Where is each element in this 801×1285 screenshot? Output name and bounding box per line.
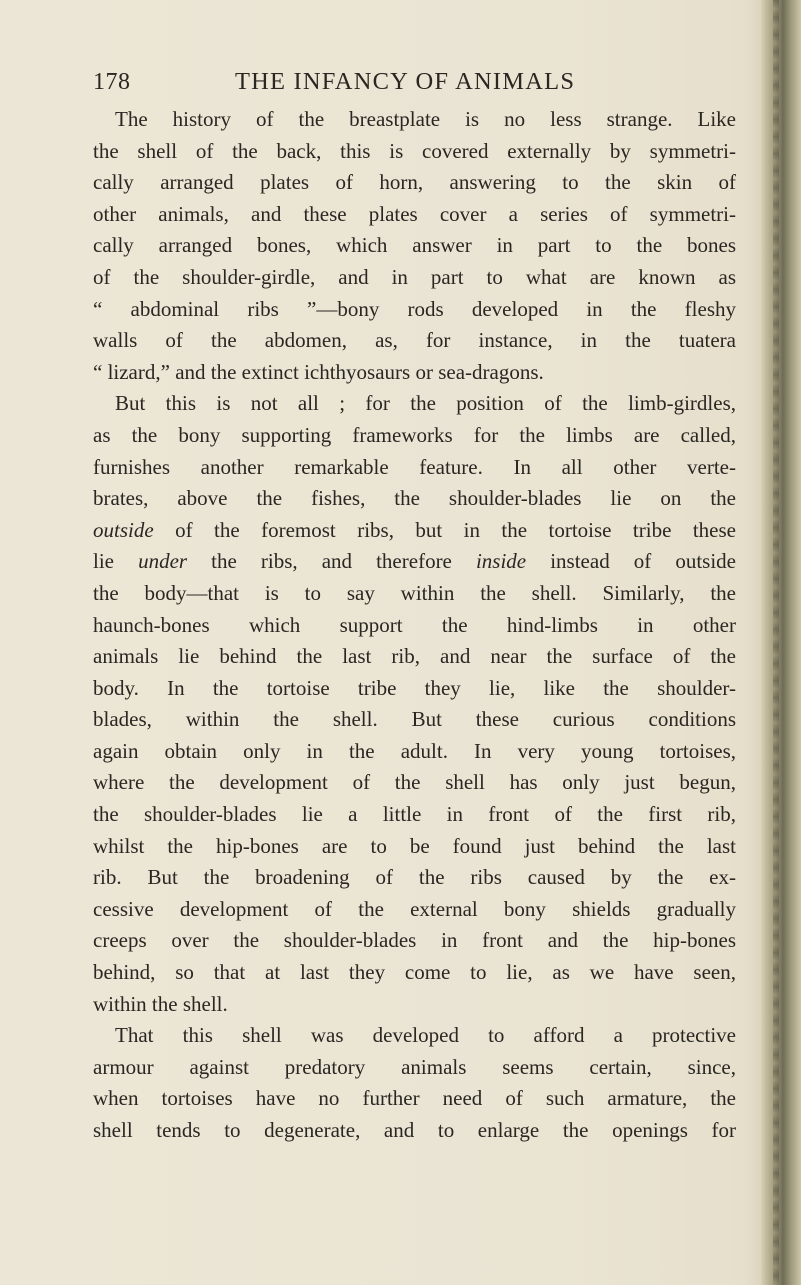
text-line: as the bony supporting frameworks for the limbs are called, [93,422,736,447]
text-line: walls of the abdomen, as, for instance, in the tuatera [93,328,736,353]
text-line: shell tends to degenerate, and to enlarge the openings for [93,1118,736,1142]
text-line: armour against predatory animals seems certain, since, [93,1054,736,1079]
text-line: creeps over the shoulder-blades in front and the hip-bones [93,928,736,953]
text-line: cally arranged bones, which answer in part to the bones [93,233,736,258]
text-line: cessive development of the external bony shields gradually [93,896,736,921]
italic-word: inside [475,549,527,574]
text-line: The history of the breastplate is no less strange. Like [115,107,736,131]
text-run: lie [93,549,139,574]
text-line: furnishes another remarkable feature. In all other verte- [93,454,736,479]
text-line: behind, so that at last they come to lie, as we have seen, [93,960,736,985]
text-line: cally arranged plates of horn, answering to the skin of [93,170,736,195]
text-line: But this is not all ; for the position of the limb-girdles, [115,391,736,416]
text-run: instead of outside [526,549,737,574]
text-line: other animals, and these plates cover a series of symmetri- [93,201,736,226]
text-run: the ribs, and therefore [187,549,476,574]
italic-word: outside [93,517,154,542]
text-line: again obtain only in the adult. In very young tortoises, [93,738,736,763]
text-line: animals lie behind the last rib, and near the surface of the [93,644,736,669]
text-line: blades, within the shell. But these curious conditions [93,707,736,732]
text-line [93,546,736,578]
text-line: whilst the hip-bones are to be found just behind the last [93,833,736,858]
page-edge-shadow [761,0,801,1285]
text-line: body. In the tortoise tribe they lie, like the shoulder- [93,675,736,700]
text-line: where the development of the shell has only just begun, [93,770,736,795]
text-line: the shell of the back, this is covered externally by symmetri- [93,138,736,163]
text-line: rib. But the broadening of the ribs caused by the ex- [93,865,736,890]
text-line: That this shell was developed to afford a protective [115,1023,736,1048]
text-line: of the shoulder-girdle, and in part to what are known as [93,264,736,289]
text-line: the shoulder-blades lie a little in front of the first rib, [93,802,736,827]
running-head: THE INFANCY OF ANIMALS [235,68,576,95]
text-line: brates, above the fishes, the shoulder-blades lie on the [93,486,736,511]
page-header [93,64,733,100]
text-line: within the shell. [93,991,228,1016]
text-run: of the foremost ribs, but in the tortoise tribe these [153,517,736,542]
text-line: the body—that is to say within the shell. Similarly, the [93,580,736,605]
italic-word: under [138,549,188,574]
text-line: “ abdominal ribs ”—bony rods developed in the fleshy [93,296,736,321]
text-line: when tortoises have no further need of such armature, the [93,1086,736,1111]
text-line [93,515,736,547]
body-text [93,104,736,1147]
page-number: 178 [93,69,131,95]
text-line: “ lizard,” and the extinct ichthyosaurs or sea-dragons. [93,359,544,384]
text-line: haunch-bones which support the hind-limbs in other [93,612,736,637]
